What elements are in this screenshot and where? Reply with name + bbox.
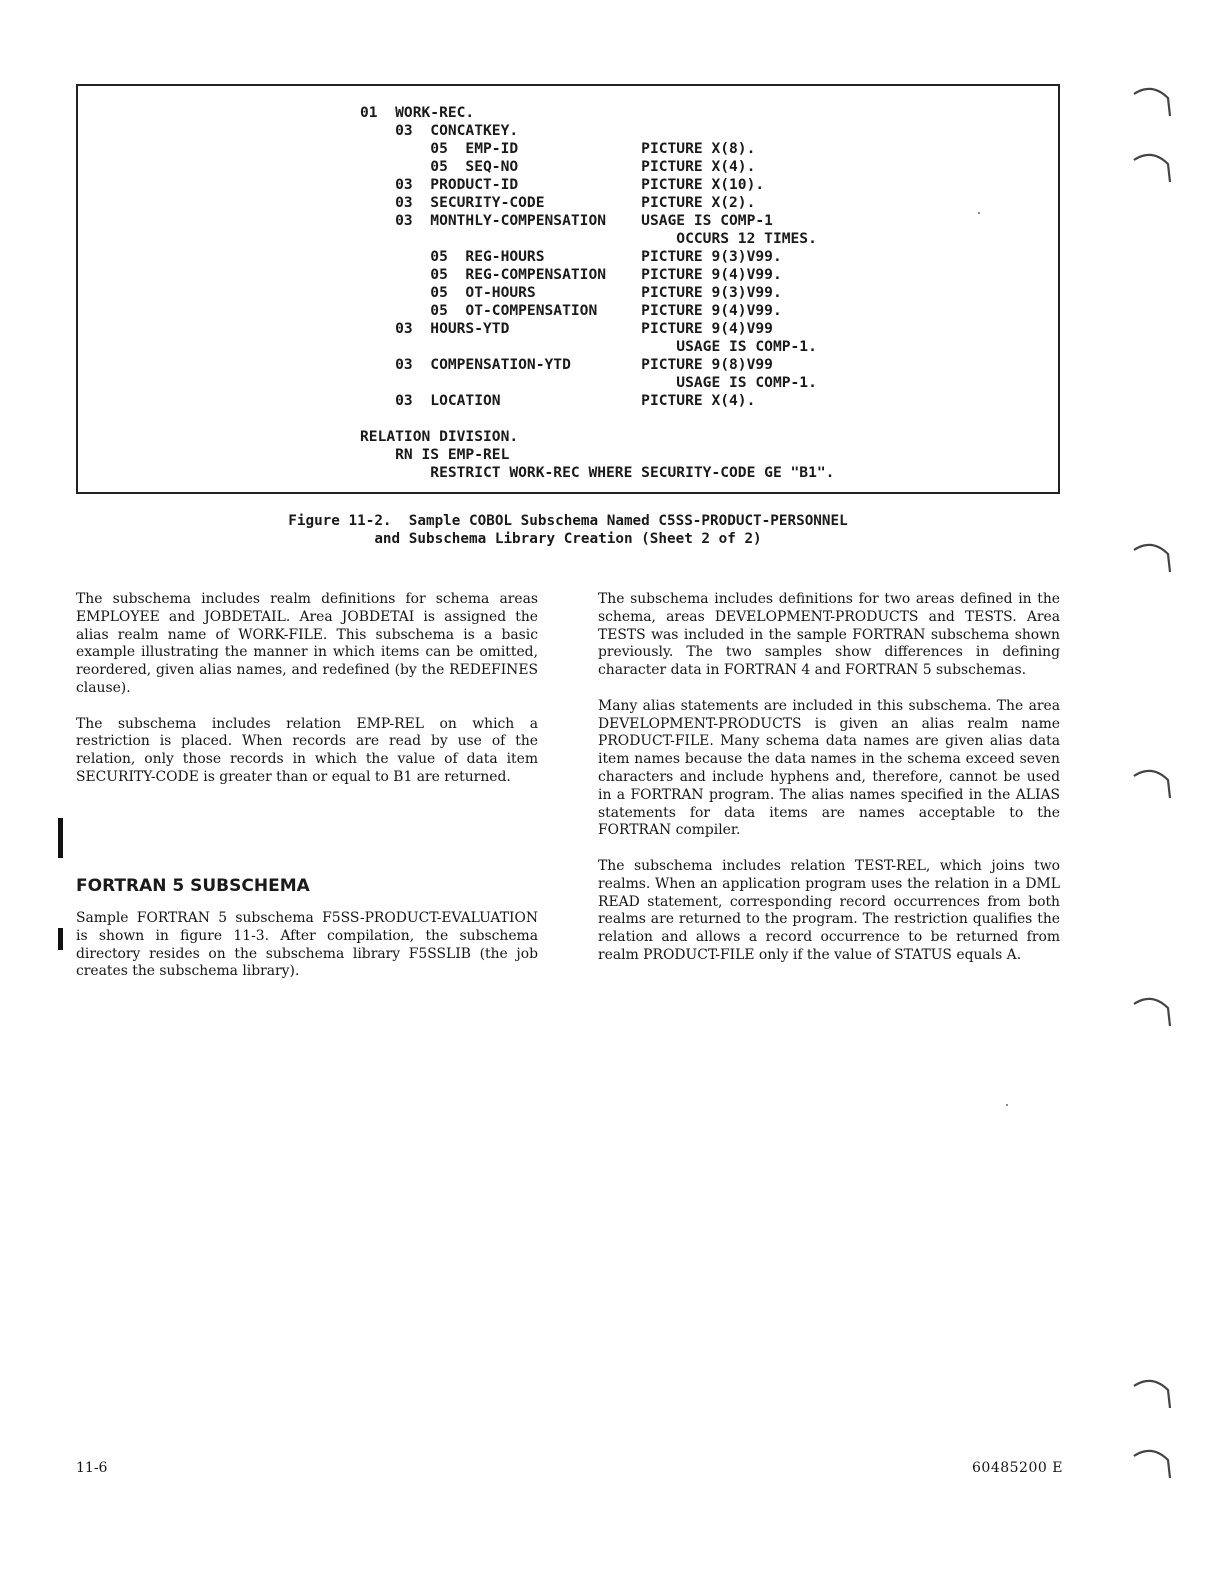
document-number: 60485200 E xyxy=(972,1460,1063,1476)
code-line: 05 EMP-ID PICTURE X(8). xyxy=(360,140,756,157)
code-line: 03 SECURITY-CODE PICTURE X(2). xyxy=(360,194,756,211)
cobol-code-listing xyxy=(360,104,834,482)
code-line: RESTRICT WORK-REC WHERE SECURITY-CODE GE "B1". xyxy=(360,464,835,481)
change-bar xyxy=(58,928,63,950)
page-number: 11-6 xyxy=(76,1460,108,1476)
code-line: USAGE IS COMP-1. xyxy=(360,374,817,391)
code-line: 05 OT-HOURS PICTURE 9(3)V99. xyxy=(360,284,782,301)
fortran-section-body xyxy=(76,910,538,981)
code-line: 03 MONTHLY-COMPENSATION USAGE IS COMP-1 xyxy=(360,212,773,229)
code-line: 03 CONCATKEY. xyxy=(360,122,519,139)
speck-mark xyxy=(1006,1104,1008,1106)
code-line: 03 LOCATION PICTURE X(4). xyxy=(360,392,756,409)
change-bar xyxy=(58,818,63,858)
code-line: RELATION DIVISION. xyxy=(360,428,519,445)
right-column xyxy=(598,591,1060,965)
right-paragraph-1: The subschema includes definitions for two areas defined in the schema, areas DEVELOPMENT-PRODUCTS and TESTS. Area TESTS was included in the sample FORTRAN subschema shown previously. The two samples show differences in defining character data in FORTRAN 4 and FORTRAN 5 subschemas. xyxy=(598,591,1060,679)
fortran-paragraph: Sample FORTRAN 5 subschema F5SS-PRODUCT-EVALUATION is shown in figure 11-3. After compilation, the subschema directory resides on the subschema library F5SSLIB (the job creates the subschema library). xyxy=(76,910,538,980)
code-line: 05 REG-COMPENSATION PICTURE 9(4)V99. xyxy=(360,266,782,283)
left-paragraph-2: The subschema includes relation EMP-REL on which a restriction is placed. When records are read by use of the relation, only those records in which the value of data item SECURITY-CODE is greater than or equal to B1 are returned. xyxy=(76,715,538,785)
code-figure-box xyxy=(76,84,1060,494)
caption-line-1: Figure 11-2. Sample COBOL Subschema Named C5SS-PRODUCT-PERSONNEL xyxy=(288,513,848,529)
code-line: 05 OT-COMPENSATION PICTURE 9(4)V99. xyxy=(360,302,782,319)
code-line: 05 SEQ-NO PICTURE X(4). xyxy=(360,158,756,175)
code-line: 01 WORK-REC. xyxy=(360,104,475,121)
code-line: 03 COMPENSATION-YTD PICTURE 9(8)V99 xyxy=(360,356,773,373)
speck-mark xyxy=(978,212,980,214)
code-line: RN IS EMP-REL xyxy=(360,446,510,463)
code-line: 03 HOURS-YTD PICTURE 9(4)V99 xyxy=(360,320,773,337)
binder-hole-mark xyxy=(1130,994,1174,1028)
binder-hole-mark xyxy=(1130,150,1174,184)
left-paragraph-1: The subschema includes realm definitions for schema areas EMPLOYEE and JOBDETAIL. Area JOBDETAI is assigned the alias realm name of WORK-FILE. This subschema is a basic example illustrating the manner in which items can be omitted, reordered, given alias names, and redefined (by the REDEFINES clause). xyxy=(76,591,538,696)
code-line: 03 PRODUCT-ID PICTURE X(10). xyxy=(360,176,765,193)
code-line xyxy=(360,410,834,428)
right-paragraph-3: The subschema includes relation TEST-REL, which joins two realms. When an application program uses the relation in a DML READ statement, corresponding record occurrences from both realms are returned to the program. The restriction qualifies the relation and allows a record occurrence to be returned from realm PRODUCT-FILE only if the value of STATUS equals A. xyxy=(598,857,1060,963)
binder-hole-mark xyxy=(1130,1446,1174,1480)
code-line: USAGE IS COMP-1. xyxy=(360,338,817,355)
right-paragraph-2: Many alias statements are included in this subschema. The area DEVELOPMENT-PRODUCTS is given an alias realm name PRODUCT-FILE. Many schema data names are given alias data item names because the data names in the schema exceed seven characters and include hyphens and, therefore, cannot be used in a FORTRAN program. The alias names specified in the ALIAS statements for data items are names acceptable to the FORTRAN compiler. xyxy=(598,697,1060,839)
caption-line-2: and Subschema Library Creation (Sheet 2 of 2) xyxy=(374,531,762,547)
binder-hole-mark xyxy=(1130,84,1174,118)
code-line: 05 REG-HOURS PICTURE 9(3)V99. xyxy=(360,248,782,265)
binder-hole-mark xyxy=(1130,766,1174,800)
section-heading-fortran5: FORTRAN 5 SUBSCHEMA xyxy=(76,876,310,896)
binder-hole-mark xyxy=(1130,540,1174,574)
figure-caption xyxy=(0,512,1136,548)
binder-hole-mark xyxy=(1130,1376,1174,1410)
code-line: OCCURS 12 TIMES. xyxy=(360,230,817,247)
left-column xyxy=(76,591,538,787)
